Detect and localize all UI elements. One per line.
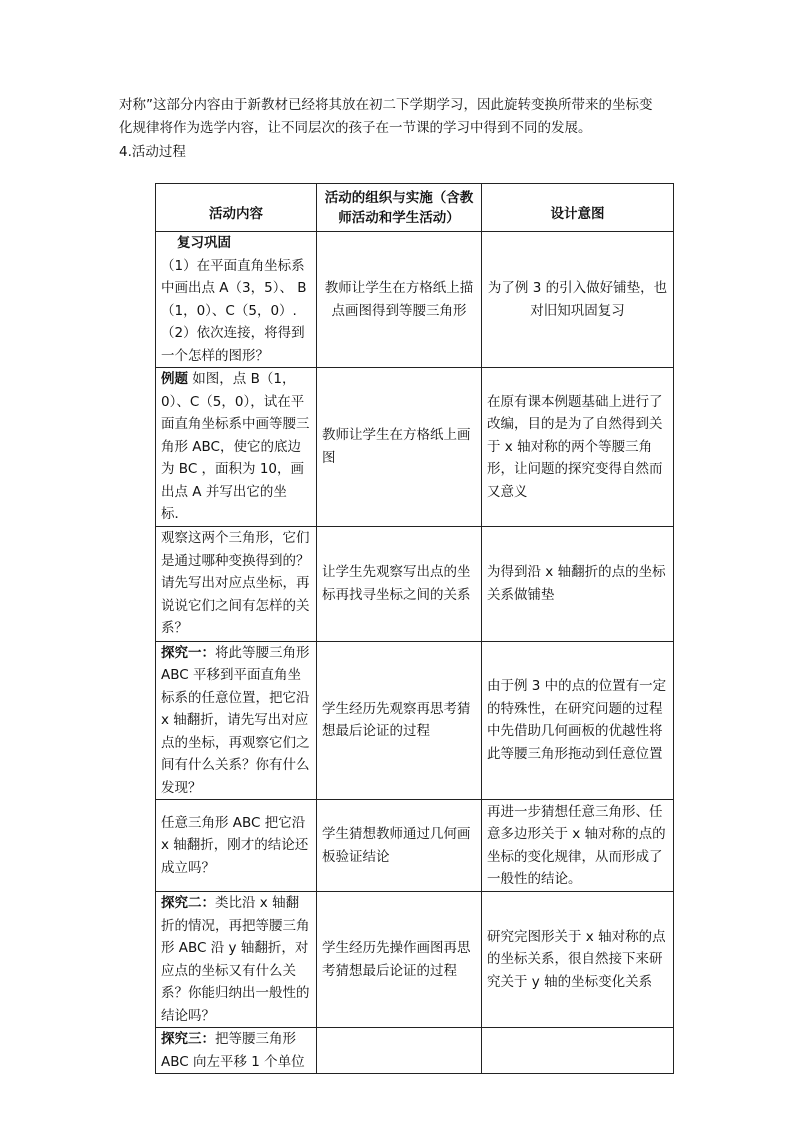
row4-title: 探究一： <box>161 644 215 661</box>
table-row <box>156 641 674 800</box>
row6-intent: 研究完图形关于 x 轴对称的点的坐标关系，很自然接下来研究关于 y 轴的坐标变化关系 <box>482 892 674 1028</box>
row7-content <box>156 1028 317 1074</box>
table-row <box>156 526 674 641</box>
intro-line-1: 对称”这部分内容由于新教材已经将其放在初二下学期学习，因此旋转变换所带来的坐标变 <box>119 97 653 113</box>
row3-organization: 让学生先观察写出点的坐标再找寻坐标之间的关系 <box>317 526 482 641</box>
table-header-row <box>156 184 674 232</box>
row6-text: 类比沿 x 轴翻折的情况，再把等腰三角形 ABC 沿 y 轴翻折，对应点的坐标又有什么关系？你能归纳出一般性的结论吗？ <box>161 895 310 1024</box>
activity-table <box>155 183 674 1074</box>
row2-title: 例题 <box>161 371 188 387</box>
row6-title: 探究二： <box>161 895 215 911</box>
header-organization: 活动的组织与实施（含教师活动和学生活动） <box>317 184 482 232</box>
table-row <box>156 232 674 368</box>
row7-organization <box>317 1028 482 1074</box>
row6-organization: 学生经历先操作画图再思考猜想最后论证的过程 <box>317 892 482 1028</box>
row3-intent: 为得到沿 x 轴翻折的点的坐标关系做铺垫 <box>482 526 674 641</box>
row3-content: 观察这两个三角形，它们是通过哪种变换得到的？请先写出对应点坐标，再说说它们之间有怎样的关系？ <box>156 526 317 641</box>
row1-organization: 教师让学生在方格纸上描点画图得到等腰三角形 <box>317 232 482 368</box>
row2-intent: 在原有课本例题基础上进行了改编，目的是为了自然得到关于 x 轴对称的两个等腰三角形，让问题的探究变得自然而又意义 <box>482 368 674 527</box>
row2-organization: 教师让学生在方格纸上画图 <box>317 368 482 527</box>
row1-title: 复习巩固 <box>177 235 231 251</box>
row4-organization: 学生经历先观察再思考猜想最后论证的过程 <box>317 641 482 800</box>
row1-intent: 为了例 3 的引入做好铺垫，也对旧知巩固复习 <box>482 232 674 368</box>
row5-intent: 再进一步猜想任意三角形、任意多边形关于 x 轴对称的点的坐标的变化规律，从而形成了一般性的结论。 <box>482 800 674 892</box>
row7-title: 探究三： <box>161 1031 215 1047</box>
row4-content <box>156 641 317 800</box>
table-row <box>156 800 674 892</box>
row2-content <box>156 368 317 527</box>
row4-intent: 由于例 3 中的点的位置有一定的特殊性，在研究问题的过程中先借助几何画板的优越性将此等腰三角形拖动到任意位置 <box>482 641 674 800</box>
row6-content <box>156 892 317 1028</box>
row7-text: 把等腰三角形 ABC 向左平移 1 个单位 <box>161 1031 305 1070</box>
row4-text: 将此等腰三角形 ABC 平移到平面直角坐标系的任意位置，把它沿 x 轴翻折，请先写出对应点的坐标，再观察它们之间有什么关系？你有什么发现？ <box>161 644 310 796</box>
table-row <box>156 368 674 527</box>
header-design-intent: 设计意图 <box>482 184 674 232</box>
section-title: 4.活动过程 <box>119 144 186 160</box>
row1-content <box>156 232 317 368</box>
intro-line-2: 化规律将作为选学内容，让不同层次的孩子在一节课的学习中得到不同的发展。 <box>119 120 592 136</box>
header-activity-content: 活动内容 <box>156 184 317 232</box>
row5-organization: 学生猜想教师通过几何画板验证结论 <box>317 800 482 892</box>
row1-text: （1）在平面直角坐标系中画出点 A（3，5）、 B（1，0）、C（5，0）.（2）依次连接，将得到一个怎样的图形？ <box>161 257 307 364</box>
table-row <box>156 892 674 1028</box>
intro-paragraph <box>119 94 689 140</box>
row5-content: 任意三角形 ABC 把它沿 x 轴翻折，刚才的结论还成立吗？ <box>156 800 317 892</box>
row2-text: 如图，点 B（1，0）、C（5，0），试在平面直角坐标系中画等腰三角形 ABC，使它的底边为 BC ，面积为 10，画出点 A 并写出它的坐标． <box>161 371 310 522</box>
row7-intent <box>482 1028 674 1074</box>
table-row <box>156 1028 674 1074</box>
